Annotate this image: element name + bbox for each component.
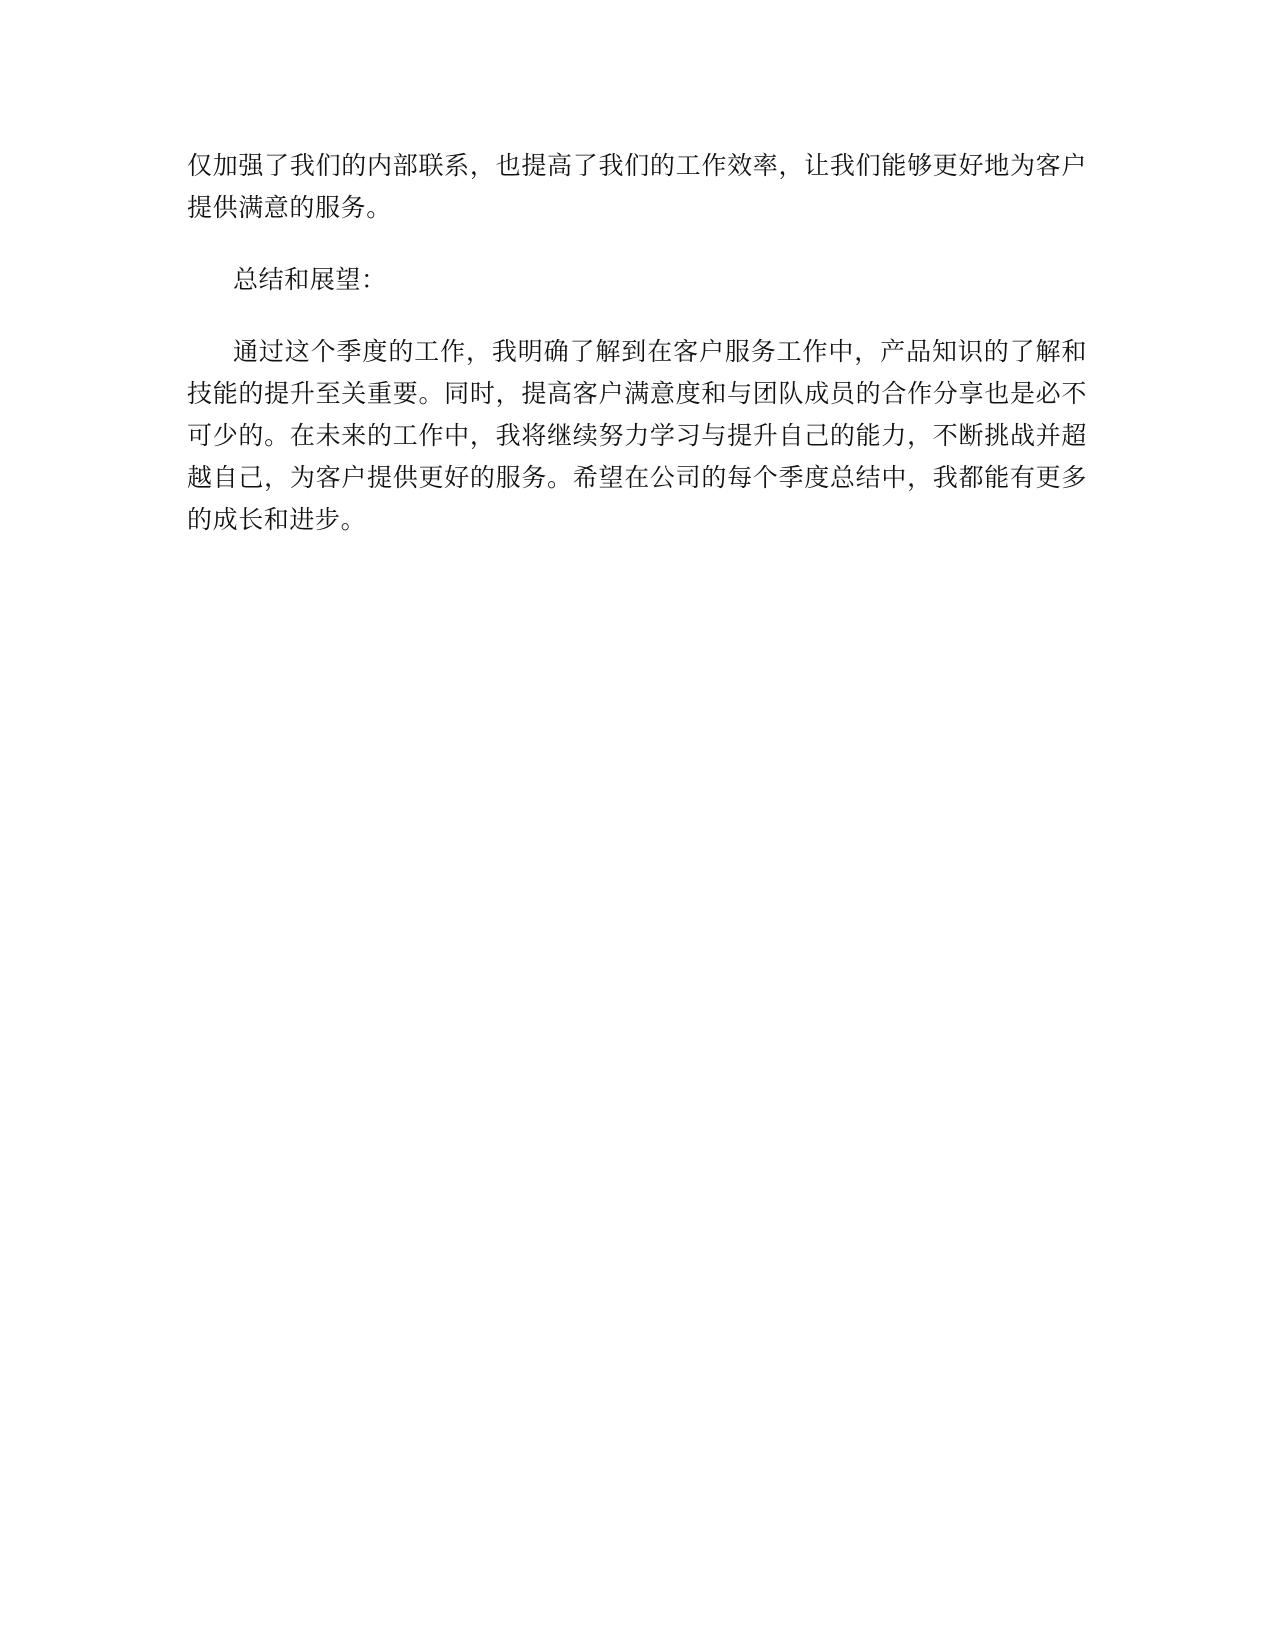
document-page [187, 145, 1087, 541]
summary-paragraph: 通过这个季度的工作，我明确了解到在客户服务工作中，产品知识的了解和技能的提升至关重要。同时，提高客户满意度和与团队成员的合作分享也是必不可少的。在未来的工作中，我将继续努力学习与提升自己的能力，不断挑战并超越自己，为客户提供更好的服务。希望在公司的每个季度总结中，我都能有更多的成长和进步。 [187, 337, 1087, 534]
section-heading-summary: 总结和展望： [233, 265, 387, 294]
continued-paragraph: 仅加强了我们的内部联系，也提高了我们的工作效率，让我们能够更好地为客户提供满意的服务。 [187, 151, 1087, 222]
